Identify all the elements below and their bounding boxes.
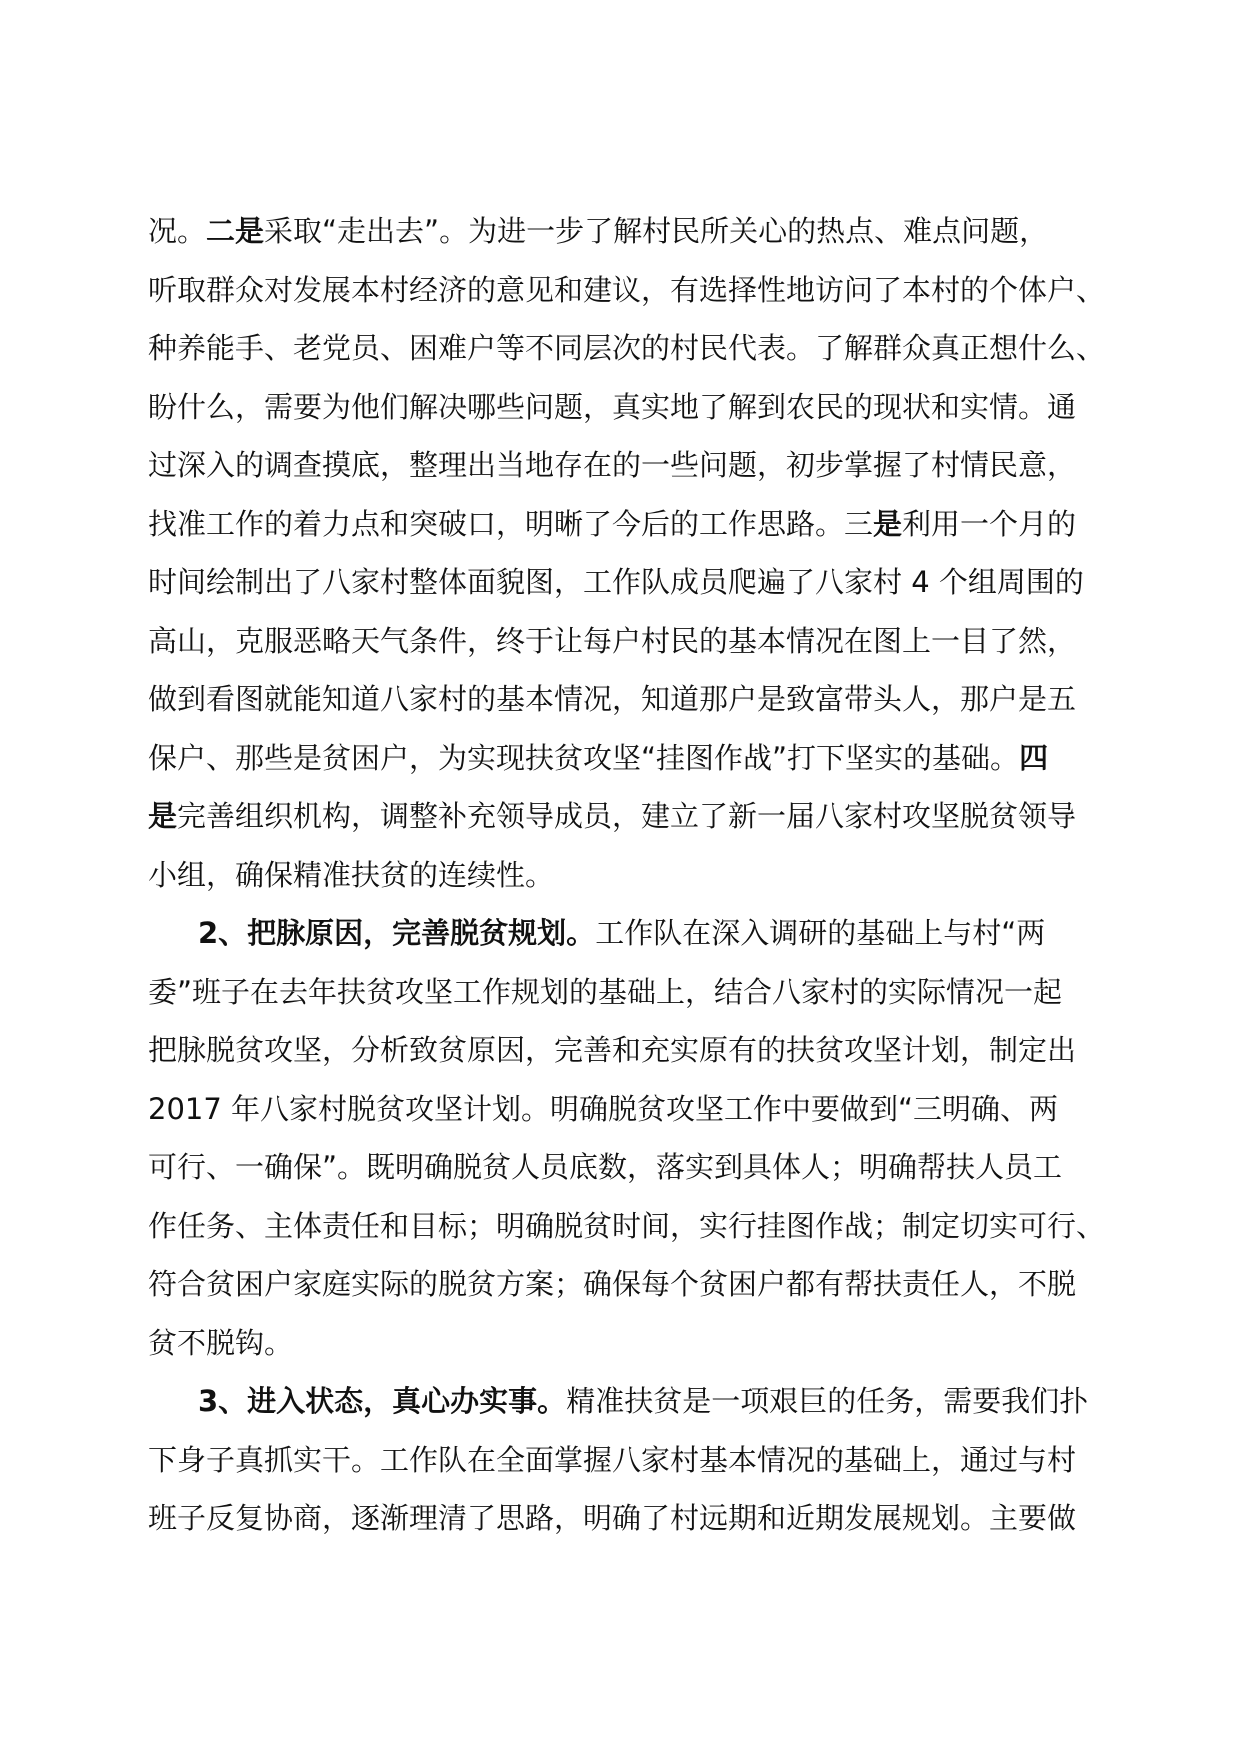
text-line: [148, 670, 1098, 729]
text-line: [148, 729, 1098, 788]
body-text: 采取“走出去”。为进一步了解村民所关心的热点、难点问题，: [264, 214, 1049, 248]
body-text: 工作队在深入调研的基础上与村“两: [595, 916, 1046, 950]
body-text: 况。: [148, 214, 207, 248]
body-text: 精准扶贫是一项艰巨的任务，需要我们扑: [566, 1384, 1089, 1418]
body-text: 做到看图就能知道八家村的基本情况，知道那户是致富带头人，那户是五: [148, 682, 1077, 716]
document-body: [148, 202, 1106, 1548]
body-text: 可行、一确保”。既明确脱贫人员底数，落实到具体人；明确帮扶人员工: [148, 1150, 1063, 1184]
text-line: [148, 787, 1098, 846]
text-line: [148, 319, 1106, 378]
text-line: [148, 1197, 1106, 1256]
text-line: [148, 1431, 1098, 1490]
body-text: 小组，确保精准扶贫的连续性。: [148, 857, 555, 892]
body-text: 保户、那些是贫困户，为实现扶贫攻坚“挂图作战”打下坚实的基础。: [148, 740, 1020, 775]
body-text: 听取群众对发展本村经济的意见和建议，有选择性地访问了本村的个体户、: [148, 272, 1106, 307]
body-text: 把脉脱贫攻坚，分析致贫原因，完善和充实原有的扶贫攻坚计划，制定出: [148, 1033, 1077, 1067]
text-line: [148, 963, 1098, 1022]
text-line: [148, 1314, 1098, 1373]
bold-text: 是: [148, 799, 178, 833]
text-line: [148, 378, 1098, 437]
text-line: [148, 612, 1098, 671]
body-text: 完善组织机构，调整补充领导成员，建立了新一届八家村攻坚脱贫领导: [177, 799, 1077, 833]
text-line: [148, 495, 1098, 554]
bold-text: 3、进入状态，真心办实事。: [198, 1384, 567, 1418]
text-line: [148, 904, 1098, 963]
text-line: [148, 202, 1098, 261]
body-text: 符合贫困户家庭实际的脱贫方案；确保每个贫困户都有帮扶责任人，不脱: [148, 1267, 1077, 1301]
body-text: 贫不脱钩。: [148, 1325, 294, 1360]
body-text: 下身子真抓实干。工作队在全面掌握八家村基本情况的基础上，通过与村: [148, 1442, 1077, 1477]
text-line: [148, 1080, 1098, 1139]
text-line: [148, 553, 1098, 612]
body-text: 过深入的调查摸底，整理出当地存在的一些问题，初步掌握了村情民意，: [148, 448, 1077, 482]
body-text: 时间绘制出了八家村整体面貌图，工作队成员爬遍了八家村 4 个组周围的: [148, 565, 1084, 599]
bold-text: 二是: [206, 214, 265, 248]
body-text: 找准工作的着力点和突破口，明晰了今后的工作思路。三: [148, 506, 874, 541]
text-line: [148, 436, 1098, 495]
bold-text: 2、把脉原因，完善脱贫规划。: [198, 916, 596, 950]
bold-text: 四: [1019, 740, 1049, 775]
text-line: [148, 846, 1098, 905]
body-text: 委”班子在去年扶贫攻坚工作规划的基础上，结合八家村的实际情况一起: [148, 974, 1063, 1009]
body-text: 班子反复协商，逐渐理清了思路，明确了村远期和近期发展规划。主要做: [148, 1501, 1077, 1535]
body-text: 利用一个月的: [902, 506, 1077, 541]
text-line: [148, 1138, 1098, 1197]
text-line: [148, 1372, 1098, 1431]
body-text: 作任务、主体责任和目标；明确脱贫时间，实行挂图作战；制定切实可行、: [148, 1208, 1106, 1243]
text-line: [148, 1021, 1098, 1080]
text-line: [148, 1255, 1098, 1314]
body-text: 盼什么，需要为他们解决哪些问题，真实地了解到农民的现状和实情。通: [148, 389, 1077, 424]
text-line: [148, 261, 1106, 320]
text-line: [148, 1489, 1098, 1548]
body-text: 高山，克服恶略天气条件，终于让每户村民的基本情况在图上一目了然，: [148, 623, 1077, 658]
body-text: 2017 年八家村脱贫攻坚计划。明确脱贫攻坚工作中要做到“三明确、两: [148, 1091, 1059, 1126]
body-text: 种养能手、老党员、困难户等不同层次的村民代表。了解群众真正想什么、: [148, 331, 1106, 365]
bold-text: 是: [873, 506, 903, 541]
